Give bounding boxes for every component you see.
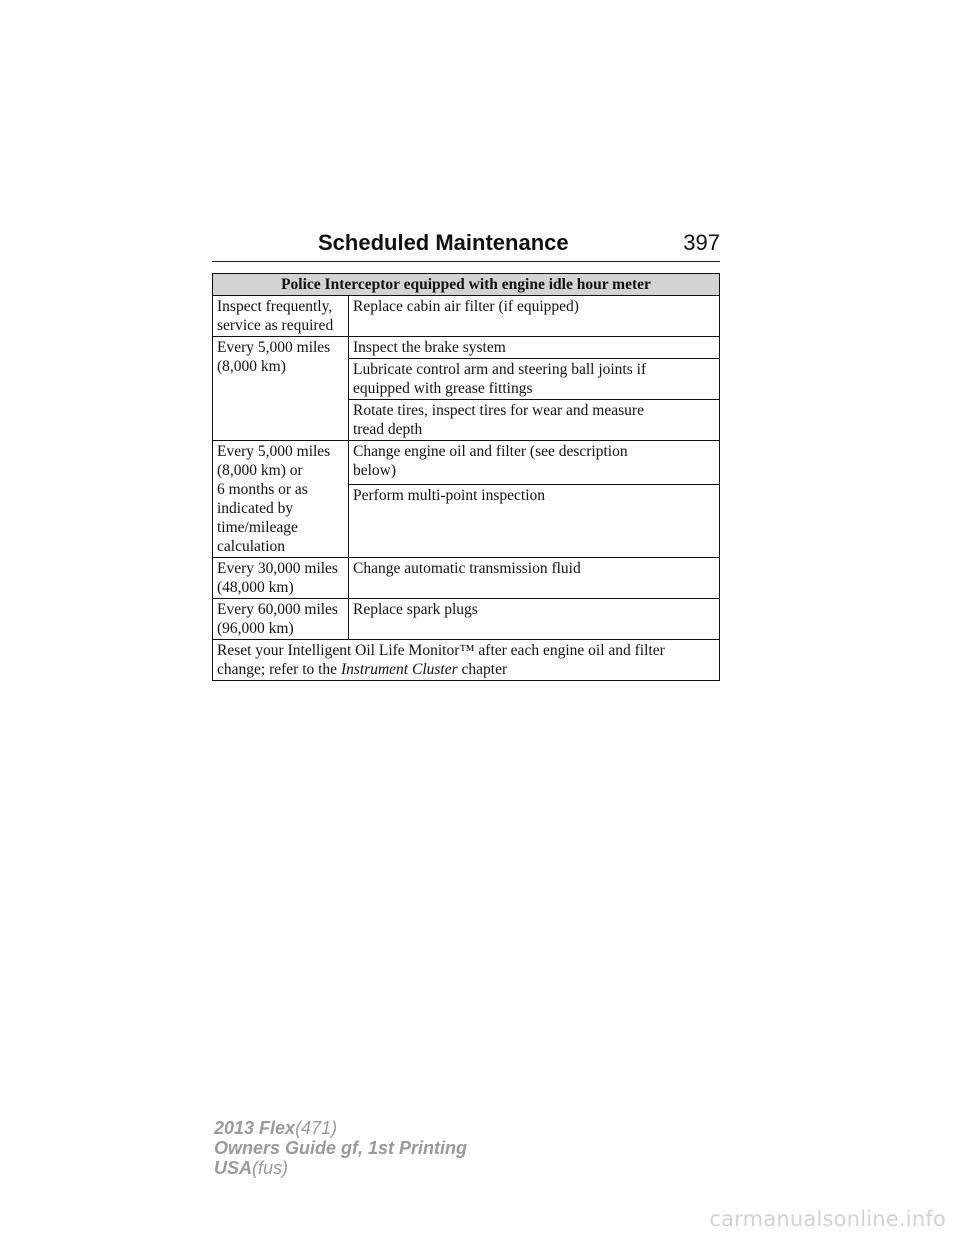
table-row [213, 296, 720, 337]
table-row [213, 337, 720, 359]
chapter-reference: Instrument Cluster [340, 661, 458, 678]
table-heading: Police Interceptor equipped with engine idle hour meter [213, 274, 720, 296]
task-line: equipped with grease fittings [353, 380, 533, 397]
note-line [217, 660, 716, 679]
interval-line: calculation [217, 538, 285, 555]
interval-line: (48,000 km) [217, 579, 294, 596]
watermark: carmanualsonline.info [709, 1207, 946, 1231]
page-header [318, 230, 720, 260]
footer-guide: Owners Guide gf, 1st Printing [214, 1138, 468, 1158]
task-line: Lubricate control arm and steering ball joints if [353, 361, 647, 378]
task-cell [349, 485, 720, 558]
table-row [213, 599, 720, 640]
task-line: Replace spark plugs [353, 601, 478, 618]
interval-cell [213, 558, 349, 599]
task-cell [349, 599, 720, 640]
task-line: tread depth [353, 421, 423, 438]
table-row [213, 558, 720, 599]
interval-line: Every 5,000 miles [217, 443, 331, 460]
note-text: change; refer to the [217, 661, 341, 678]
task-line: Inspect the brake system [353, 339, 506, 356]
task-line: Replace cabin air filter (if equipped) [353, 298, 579, 315]
interval-line: 6 months or as [217, 481, 308, 498]
header-divider [212, 261, 720, 262]
note-text: chapter [457, 661, 508, 678]
note-cell [213, 640, 720, 681]
interval-line: Inspect frequently, [217, 298, 333, 315]
task-cell [349, 296, 720, 337]
task-cell [349, 337, 720, 359]
task-line: Perform multi-point inspection [353, 487, 546, 504]
task-cell [349, 558, 720, 599]
table-note-row [213, 640, 720, 681]
interval-cell [213, 441, 349, 558]
interval-line: (8,000 km) [217, 358, 286, 375]
interval-line: Every 5,000 miles [217, 339, 331, 356]
interval-line: (96,000 km) [217, 620, 294, 637]
footer-model: 2013 Flex [214, 1118, 296, 1138]
footer-line [214, 1118, 467, 1138]
interval-cell [213, 599, 349, 640]
note-line: Reset your Intelligent Oil Life Monitor™ after each engine oil and filter [217, 642, 665, 659]
task-cell [349, 359, 720, 400]
interval-line: indicated by [217, 500, 294, 517]
task-line: below) [353, 462, 397, 479]
footer-line [214, 1158, 467, 1178]
interval-cell [213, 337, 349, 441]
table-row [213, 441, 720, 485]
footer-market: USA [214, 1158, 253, 1178]
footer-model-code: (471) [295, 1118, 338, 1138]
footer-market-code: (fus) [252, 1158, 289, 1178]
task-line: Change automatic transmission fluid [353, 560, 581, 577]
table-heading-row [213, 274, 720, 296]
section-title: Scheduled Maintenance [318, 230, 569, 255]
interval-cell [213, 296, 349, 337]
footer-line [214, 1138, 467, 1158]
interval-line: (8,000 km) or [217, 462, 303, 479]
task-cell [349, 441, 720, 485]
interval-line: service as required [217, 317, 334, 334]
page-footer [214, 1118, 467, 1178]
task-line: Rotate tires, inspect tires for wear and measure [353, 402, 644, 419]
interval-line: time/mileage [217, 519, 298, 536]
page-number: 397 [683, 230, 720, 255]
task-cell [349, 400, 720, 441]
maintenance-schedule-table [212, 273, 720, 681]
interval-line: Every 30,000 miles [217, 560, 338, 577]
interval-line: Every 60,000 miles [217, 601, 338, 618]
task-line: Change engine oil and filter (see description [353, 443, 628, 460]
